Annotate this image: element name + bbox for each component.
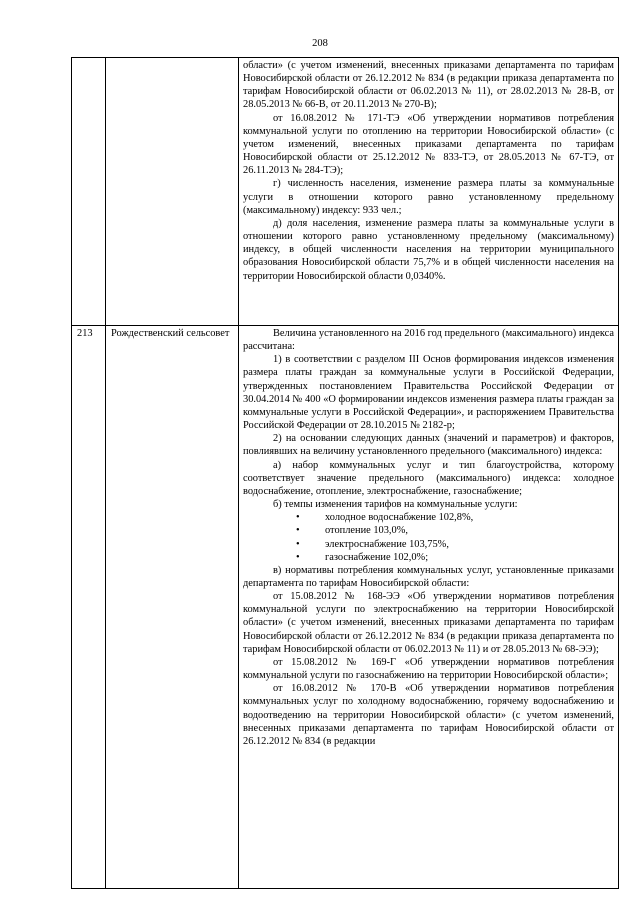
table-row <box>72 58 619 326</box>
row-number-cell <box>72 58 106 326</box>
justification-text-cell <box>239 58 619 326</box>
municipality-name-cell: Рождественский сельсовет <box>106 326 239 889</box>
justification-text-cell <box>239 326 619 889</box>
page-number: 208 <box>312 38 328 49</box>
paragraph: Величина установленного на 2016 год предельного (максимального) индекса рассчитана: <box>243 328 614 353</box>
tariff-rate-list <box>243 511 614 564</box>
paragraph: 2) на основании следующих данных (значений и параметров) и факторов, повлиявших на величину установленного предельного (максимального) индекса: <box>243 433 614 458</box>
paragraph: от 16.08.2012 № 170-В «Об утверждении нормативов потребления коммунальных услуг по холодному водоснабжению, горячему водоснабжению и водоотведению на территории Новосибирской области» (с учетом изменений, внесенных приказами департамента по тарифам Новосибирской области от 26.12.2012 № 834 (в редакции <box>243 683 614 747</box>
paragraph: б) темпы изменения тарифов на коммунальные услуги: <box>273 499 518 511</box>
paragraph: области» (с учетом изменений, внесенных приказами департамента по тарифам Новосибирской области от 26.12.2012 № 834 (в редакции приказа департамента по тарифам Новосибирской области от 06.02.2013 № 11), от 28.02.2013 № 28-В, от 28.05.2013 № 66-В, от 20.11.2013 № 270-В); <box>243 60 614 111</box>
paragraph: г) численность населения, изменение размера платы за коммунальные услуги в отношении которого равно установленному предельному (максимальному) индексу: 933 чел.; <box>243 178 614 216</box>
paragraph: д) доля населения, изменение размера платы за коммунальные услуги в отношении которого равно установленному предельному (максимальному) индексу, в общей численности населения на территории муниципального образования Новосибирской области 75,7% и в общей численности населения на территории Новосибирской области 0,0340%. <box>243 217 614 282</box>
paragraph: 1) в соответствии с разделом III Основ формирования индексов изменения размера платы граждан за коммунальные услуги в Российской Федерации, утвержденных постановлением Правительства Российской Федерации от 30.04.2014 № 400 «О формировании индексов изменения размера платы граждан за коммунальные услуги в Российской Федерации», и распоряжением Правительства Российской Федерации от 28.10.2015 № 2182-р; <box>243 354 614 432</box>
row-number-cell: 213 <box>72 326 106 889</box>
list-item: • газоснабжение 102,0%; <box>243 551 614 564</box>
list-item: • холодное водоснабжение 102,8%, <box>243 511 614 524</box>
list-item: • отопление 103,0%, <box>243 524 614 537</box>
paragraph: от 15.08.2012 № 168-ЭЭ «Об утверждении нормативов потребления коммунальной услуги по электроснабжению на территории Новосибирской области» (с учетом изменений, внесенных приказами департамента по тарифам Новосибирской области от 26.12.2012 № 834 (в редакции приказа департамента по тарифам Новосибирской области от 06.02.2013 № 11) и от 28.05.2013 № 68-ЭЭ); <box>243 591 614 655</box>
paragraph: а) набор коммунальных услуг и тип благоустройства, которому соответствует значение предельного (максимального) индекса: холодное водоснабжение, отопление, электроснабжение, газоснабжение; <box>243 459 614 497</box>
list-item: • электроснабжение 103,75%, <box>243 538 614 551</box>
paragraph: от 15.08.2012 № 169-Г «Об утверждении нормативов потребления коммунальной услуги по газоснабжению на территории Новосибирской области»; <box>243 656 614 682</box>
paragraph: от 16.08.2012 № 171-ТЭ «Об утверждении нормативов потребления коммунальной услуги по отоплению на территории Новосибирской области» (с учетом изменений, внесенных приказами департамента по тарифам Новосибирской области от 25.12.2012 № 833-ТЭ, от 28.05.2013 № 67-ТЭ, от 26.11.2013 № 284-ТЭ); <box>243 112 614 177</box>
tariff-index-table <box>71 57 619 889</box>
municipality-name-cell <box>106 58 239 326</box>
paragraph: в) нормативы потребления коммунальных услуг, установленные приказами департамента по тарифам Новосибирской области: <box>243 564 614 589</box>
table-row <box>72 326 619 889</box>
